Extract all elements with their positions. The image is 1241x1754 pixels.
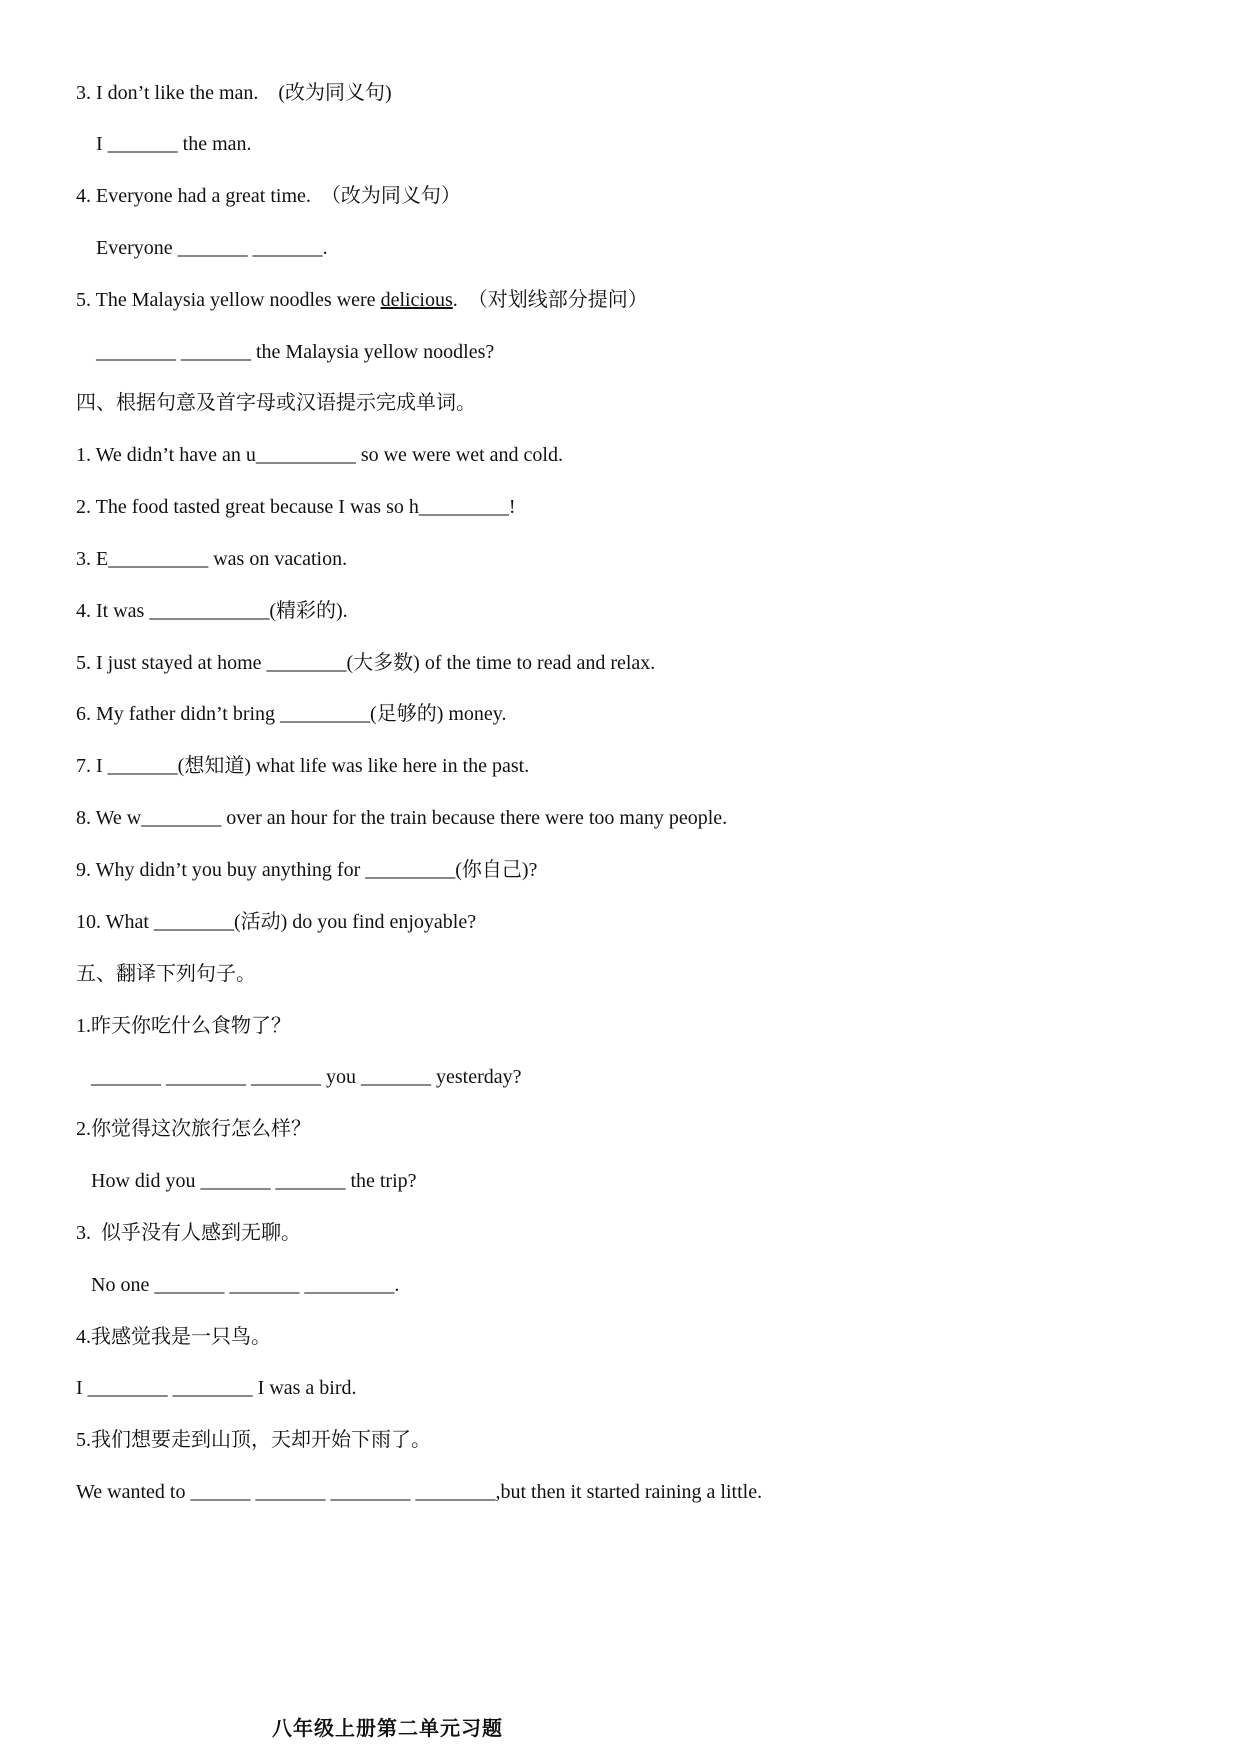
- part5-answer: We wanted to ______ _______ ________ ________,but then it started raining a little.: [76, 1481, 763, 1503]
- q4-answer: Everyone _______ _______.: [76, 237, 328, 259]
- part4-heading: 四、根据句意及首字母或汉语提示完成单词。: [76, 392, 476, 414]
- q3-answer: I _______ the man.: [76, 133, 252, 155]
- part5-question: 5.我们想要走到山顶，天却开始下雨了。: [76, 1429, 431, 1451]
- q5-prompt-before: 5. The Malaysia yellow noodles were: [76, 289, 381, 311]
- part4-item: 3. E__________ was on vacation.: [76, 548, 348, 570]
- part5-answer: How did you _______ _______ the trip?: [76, 1170, 417, 1192]
- q5-answer: ________ _______ the Malaysia yellow noodles?: [76, 341, 495, 363]
- part4-item: 7. I _______(想知道) what life was like here in the past.: [76, 755, 530, 777]
- q3-prompt: 3. I don’t like the man. (改为同义句): [76, 82, 392, 104]
- q5-prompt: [76, 287, 648, 313]
- part5-question: 4.我感觉我是一只鸟。: [76, 1326, 271, 1348]
- part4-item: 5. I just stayed at home ________(大多数) of the time to read and relax.: [76, 652, 656, 674]
- part4-item: 10. What ________(活动) do you find enjoyable?: [76, 911, 477, 933]
- q5-prompt-after: . （对划线部分提问）: [452, 289, 648, 311]
- part4-item: 6. My father didn’t bring _________(足够的) money.: [76, 703, 507, 725]
- part4-item: 2. The food tasted great because I was so h_________!: [76, 496, 516, 518]
- part4-item: 4. It was ____________(精彩的).: [76, 600, 348, 622]
- part4-item: 1. We didn’t have an u__________ so we were wet and cold.: [76, 444, 563, 466]
- part5-answer: _______ ________ _______ you _______ yesterday?: [76, 1066, 522, 1088]
- part4-item: 9. Why didn’t you buy anything for _________(你自己)?: [76, 859, 538, 881]
- part4-item: 8. We w________ over an hour for the train because there were too many people.: [76, 807, 728, 829]
- next-section-title: 八年级上册第二单元习题: [272, 1716, 503, 1740]
- part5-question: 3. 似乎没有人感到无聊。: [76, 1222, 301, 1244]
- part5-answer: I ________ ________ I was a bird.: [76, 1377, 357, 1399]
- part5-heading: 五、翻译下列句子。: [76, 963, 256, 985]
- part5-question: 2.你觉得这次旅行怎么样？: [76, 1118, 311, 1140]
- part5-answer: No one _______ _______ _________.: [76, 1274, 400, 1296]
- part5-question: 1.昨天你吃什么食物了？: [76, 1015, 291, 1037]
- q4-prompt: 4. Everyone had a great time. （改为同义句）: [76, 185, 461, 207]
- q5-underlined-word: delicious: [380, 289, 453, 311]
